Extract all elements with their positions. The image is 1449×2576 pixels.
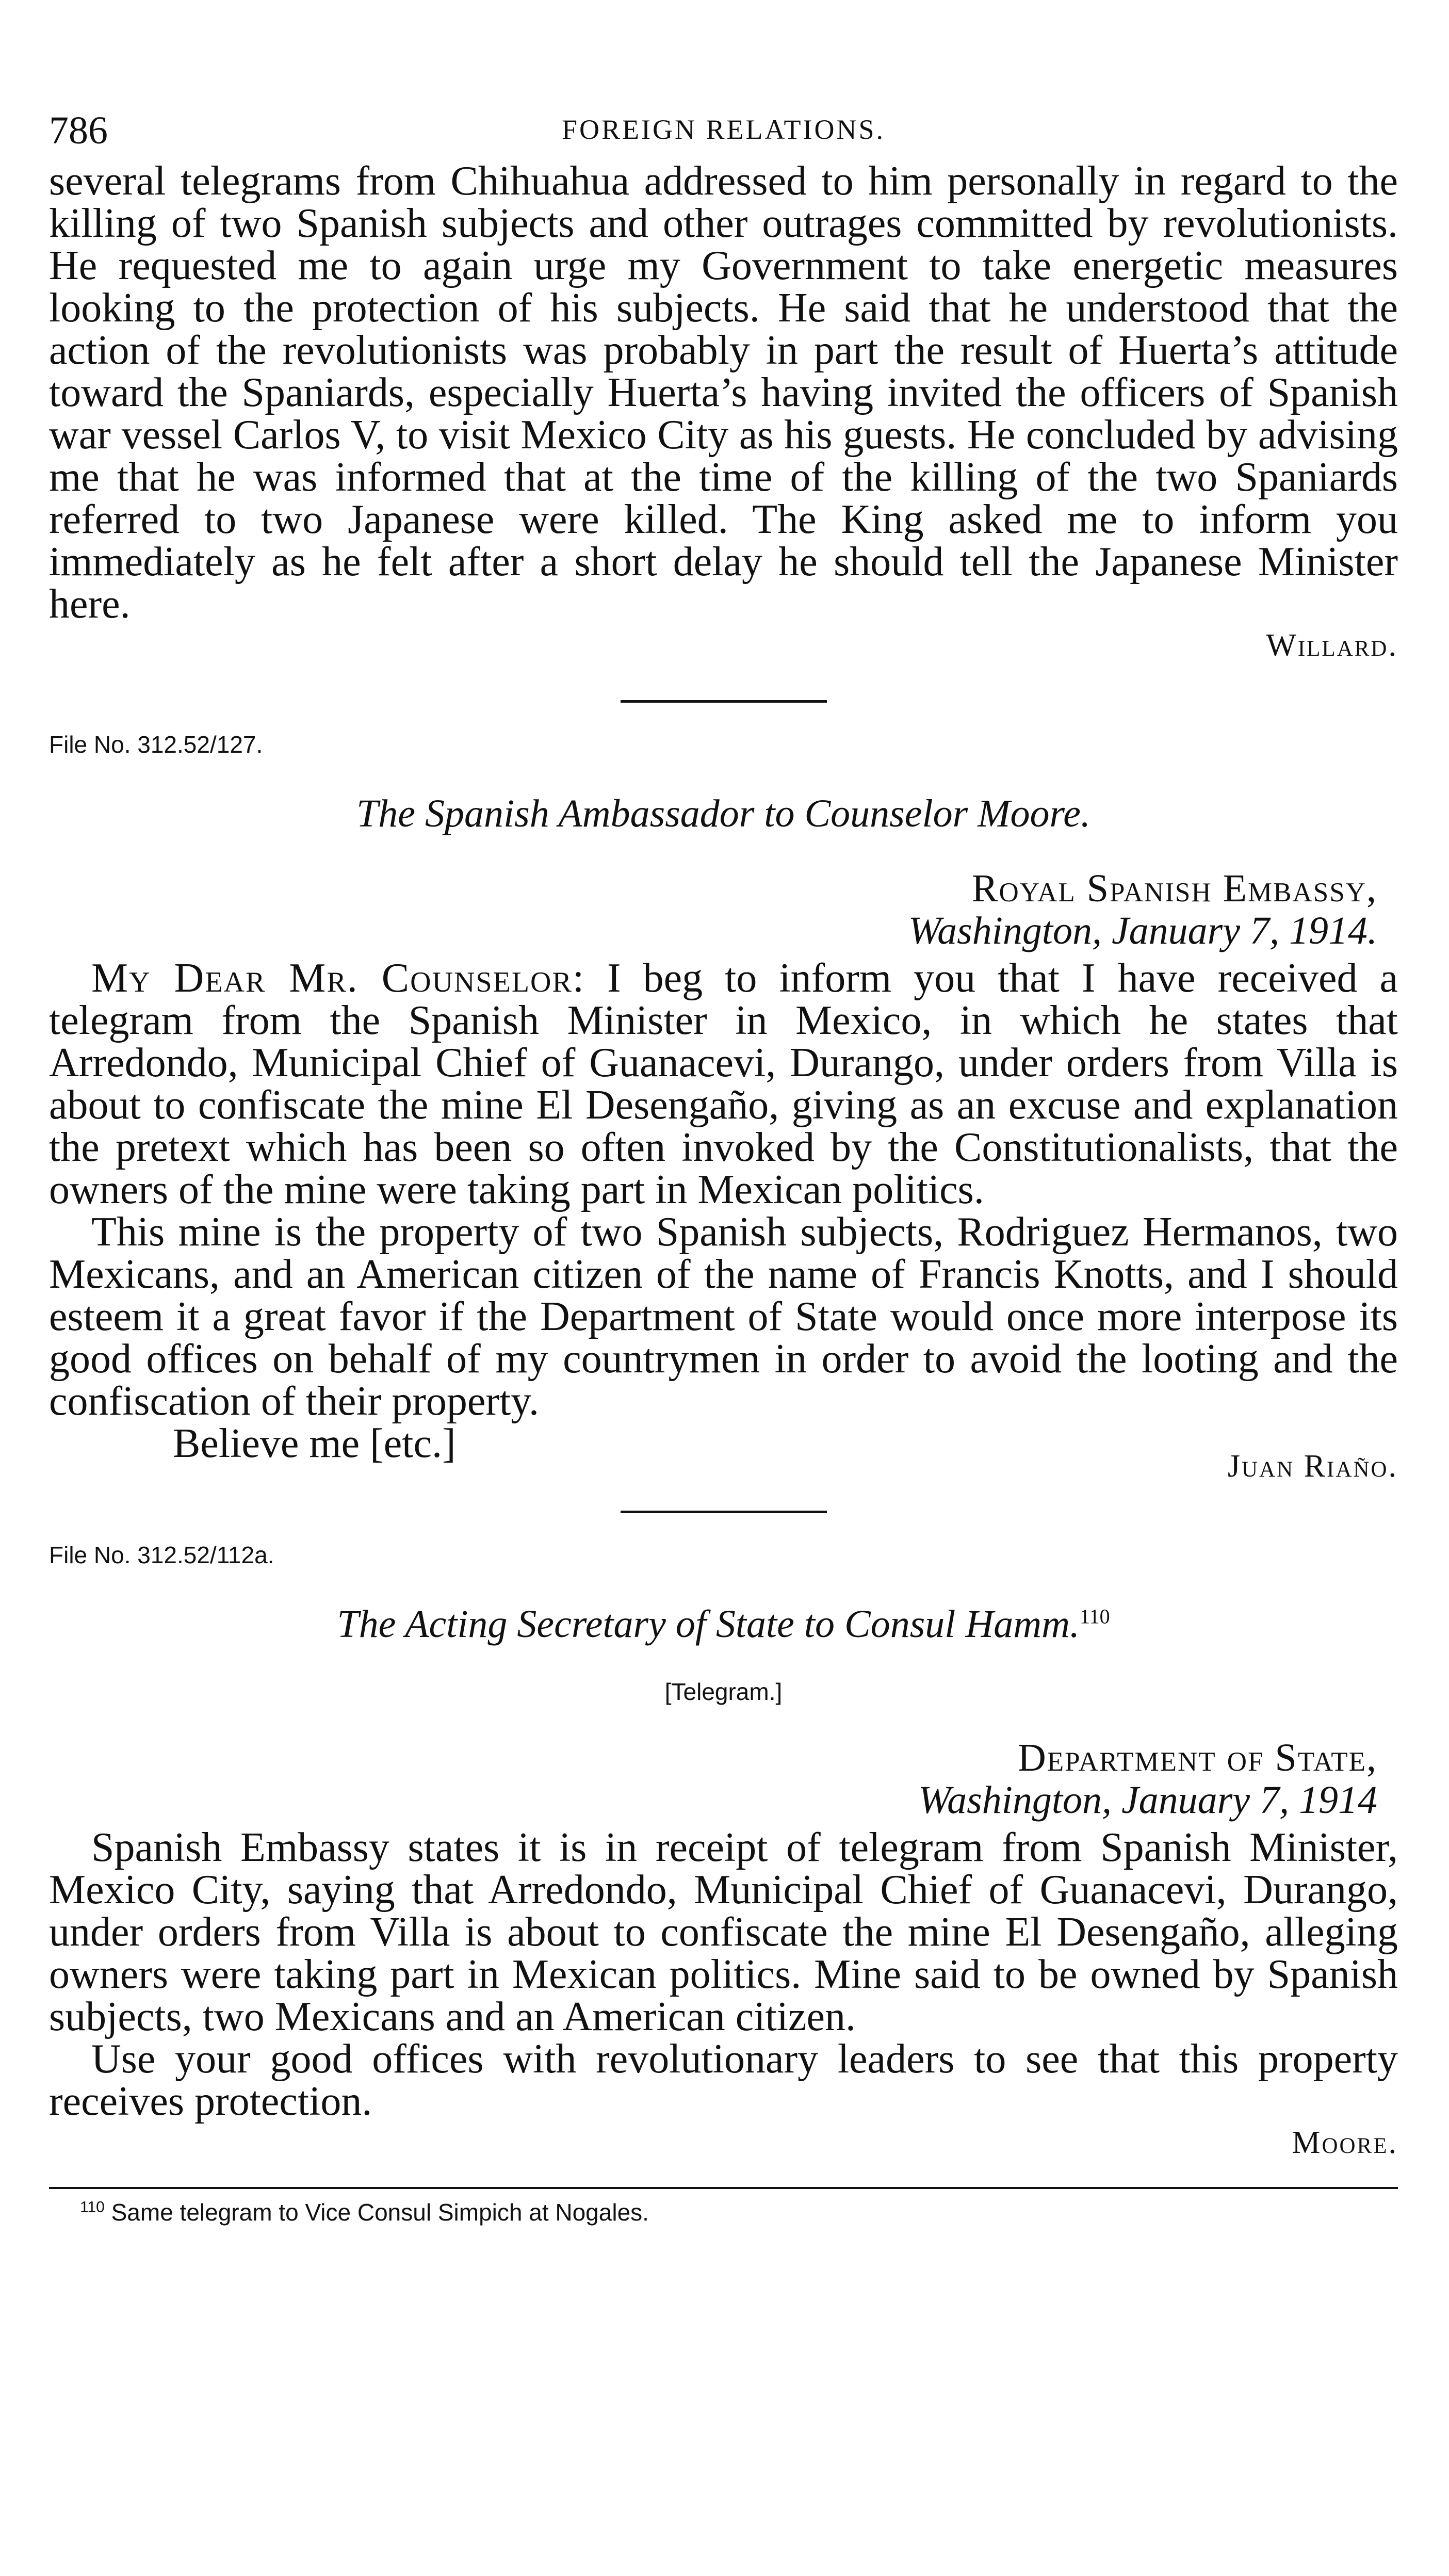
dateline: Washington, January 7, 1914.: [908, 909, 1377, 952]
closing-row: [49, 1422, 1398, 1485]
document-title-text: The Acting Secretary of State to Consul Hamm.: [337, 1602, 1080, 1646]
document-page: [49, 98, 1398, 2226]
continued-paragraph: several telegrams from Chihuahua addressed to him personally in regard to the killing of two Spanish subjects and other outrages committed by revolutionists. He requested me to again urge my Government to take energetic measures looking to the protection of his subjects. He said that he understood that the action of the revolutionists was probably in part the result of Huerta’s attitude toward the Spaniards, especially Huerta’s having invited the officers of Spanish war vessel Carlos V, to visit Mexico City as his guests. He concluded by advising me that he was informed that at the time of the killing of the two Spaniards referred to two Japanese were killed. The King asked me to inform you immediately as he felt after a short delay he should tell the Japanese Minister here.: [49, 158, 1398, 627]
telegram-paragraph: Use your good offices with revolutionary leaders to see that this property receives protection.: [49, 2036, 1398, 2124]
place: Department of State,: [1017, 1736, 1377, 1779]
place-dateline: [49, 1737, 1377, 1821]
document-title: The Spanish Ambassador to Counselor Moore.: [356, 792, 1090, 835]
salutation: My Dear Mr. Counselor:: [91, 955, 585, 1001]
telegram-paragraph: Spanish Embassy states it is in receipt of telegram from Spanish Minister, Mexico City, saying that Arredondo, Municipal Chief of Guanacevi, Durango, under orders from Villa is about to confiscate the mine El Desengaño, alleging owners were taking part in Mexican politics. Mine said to be owned by Spanish subjects, two Mexicans and an American citizen.: [49, 1825, 1398, 2039]
document-title: [49, 1602, 1398, 1647]
signature-moore: Moore.: [1292, 2125, 1398, 2160]
letter-paragraph-text: I beg to inform you that I have received a telegram from the Spanish Minister in Mexico, in which he states that Arredondo, Municipal Chief of Guanacevi, Durango, under orders from Villa is about to confiscate the mine El Desengaño, giving as an excuse and explanation the pretext which has been so often invoked by the Constitutionalists, that the owners of the mine were taking part in Mexican politics.: [49, 955, 1398, 1212]
letter-paragraph: This mine is the property of two Spanish subjects, Rodriguez Hermanos, two Mexicans, and an American citizen of the name of Francis Knotts, and I should esteem it a great favor if the Department of State would once more interpose its good offices on behalf of my countrymen in order to avoid the looting and the confiscation of their property.: [49, 1209, 1398, 1424]
running-head: FOREIGN RELATIONS.: [561, 114, 885, 145]
signature-willard: Willard.: [1266, 628, 1398, 663]
place: Royal Spanish Embassy,: [971, 867, 1377, 910]
section-divider: [621, 700, 827, 703]
closing: Believe me [etc.]: [173, 1421, 456, 1466]
dateline: Washington, January 7, 1914: [918, 1778, 1377, 1822]
section-divider: [621, 1511, 827, 1513]
footnote-divider: [49, 2187, 1398, 2189]
file-number: File No. 312.52/127.: [49, 731, 263, 758]
footnote-marker: 110: [80, 2198, 105, 2216]
file-number: File No. 312.52/112a.: [49, 1542, 274, 1568]
footnote: [49, 2198, 1398, 2226]
page-header: [49, 98, 1398, 160]
footnote-ref: 110: [1080, 1605, 1110, 1628]
letter-paragraph: [49, 957, 1398, 1211]
telegram-tag: [Telegram.]: [664, 1678, 783, 1705]
place-dateline: [49, 867, 1377, 952]
signature-riano: Juan Riaño.: [1227, 1449, 1398, 1484]
footnote-text: Same telegram to Vice Consul Simpich at Nogales.: [111, 2199, 649, 2226]
page-number: 786: [49, 109, 108, 152]
